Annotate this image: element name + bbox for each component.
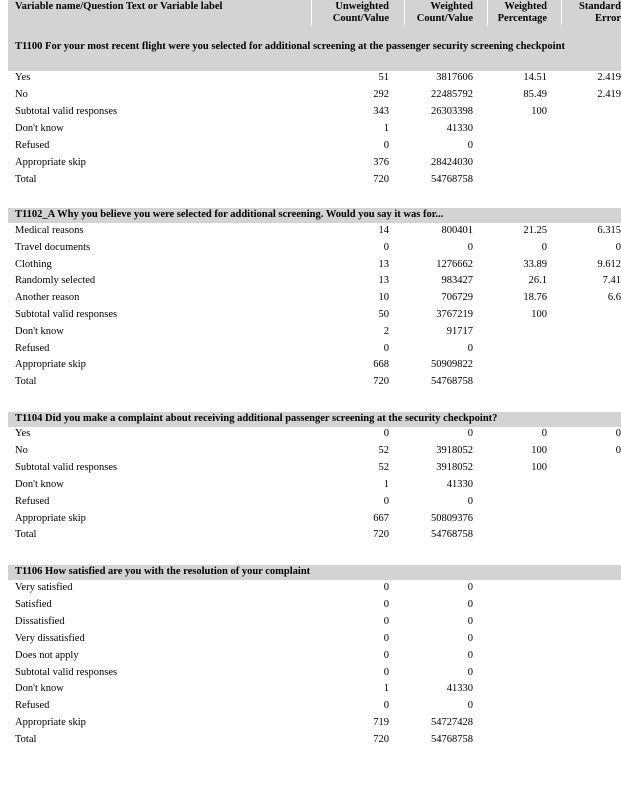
standard-error: 9.612 [597, 258, 621, 270]
row-label: Subtotal valid responses [15, 461, 118, 473]
question-band [8, 412, 621, 427]
weighted-count: 3767219 [436, 309, 473, 320]
weighted-percentage: 100 [531, 461, 547, 473]
weighted-count: 0 [467, 342, 473, 354]
row-label: Subtotal valid responses [15, 106, 118, 117]
table-row [8, 581, 621, 595]
unweighted-count: 2 [383, 325, 389, 337]
weighted-percentage: 0 [541, 428, 547, 439]
weighted-count: 3918052 [436, 444, 473, 456]
weighted-count: 41330 [446, 683, 473, 695]
table-row [8, 241, 621, 255]
weighted-count: 0 [467, 615, 473, 627]
header-unweighted-2: Count/Value [332, 13, 389, 24]
row-label: Total [15, 529, 37, 541]
table-row [8, 139, 621, 153]
weighted-count: 800401 [441, 225, 473, 236]
weighted-percentage: 100 [531, 309, 547, 320]
table-row [8, 325, 621, 339]
table-row [8, 666, 621, 680]
unweighted-count: 1 [383, 123, 389, 134]
table-row [8, 258, 621, 272]
weighted-count: 983427 [441, 275, 473, 287]
row-label: Don't know [15, 683, 64, 695]
header-divider [311, 0, 312, 26]
row-label: No [15, 89, 28, 100]
unweighted-count: 292 [373, 89, 389, 100]
row-label: Yes [15, 428, 31, 439]
weighted-percentage: 18.76 [523, 292, 547, 304]
row-label: Total [15, 376, 37, 388]
unweighted-count: 0 [383, 140, 389, 151]
unweighted-count: 0 [383, 428, 389, 439]
table-row [8, 495, 621, 509]
weighted-count: 54768758 [431, 529, 473, 541]
row-label: Subtotal valid responses [15, 666, 118, 678]
weighted-count: 50809376 [431, 512, 473, 524]
row-label: Refused [15, 140, 50, 151]
table-row [8, 444, 621, 458]
table-row [8, 88, 621, 102]
header-weighted-pct-1: Weighted [504, 1, 547, 12]
weighted-count: 0 [467, 140, 473, 151]
unweighted-count: 13 [378, 258, 389, 270]
row-label: Appropriate skip [15, 512, 86, 524]
weighted-percentage: 85.49 [523, 89, 547, 100]
question-band [8, 208, 621, 223]
unweighted-count: 343 [373, 106, 389, 117]
table-row [8, 512, 621, 526]
table-row [8, 291, 621, 305]
weighted-count: 54768758 [431, 174, 473, 185]
question-text: T1106 How satisfied are you with the resolution of your complaint [15, 566, 311, 577]
header-weighted-count-2: Count/Value [416, 13, 473, 24]
question-band [8, 565, 621, 580]
weighted-count: 0 [467, 241, 473, 253]
question-text: T1104 Did you make a complaint about receiving additional passenger screening at the security checkpoint? [15, 413, 498, 424]
unweighted-count: 0 [383, 582, 389, 593]
row-label: Another reason [15, 292, 80, 304]
weighted-count: 54727428 [431, 717, 473, 729]
row-label: Does not apply [15, 649, 79, 661]
weighted-count: 91717 [446, 325, 473, 337]
weighted-count: 26303398 [431, 106, 473, 117]
unweighted-count: 0 [383, 495, 389, 507]
unweighted-count: 720 [373, 529, 389, 541]
table-row [8, 308, 621, 322]
weighted-count: 0 [467, 495, 473, 507]
table-row [8, 427, 621, 441]
row-label: Very satisfied [15, 582, 73, 593]
table-row [8, 632, 621, 646]
unweighted-count: 52 [378, 461, 389, 473]
weighted-count: 54768758 [431, 734, 473, 746]
row-label: Randomly selected [15, 275, 96, 287]
weighted-count: 41330 [446, 123, 473, 134]
header-weighted-count-1: Weighted [430, 1, 473, 12]
header-divider [404, 0, 405, 26]
unweighted-count: 1 [383, 478, 389, 490]
header-divider [561, 0, 562, 26]
weighted-count: 0 [467, 632, 473, 644]
row-label: Appropriate skip [15, 717, 86, 729]
table-row [8, 615, 621, 629]
question-text: T1100 For your most recent flight were you selected for additional screening at the passenger security screening checkpoint [15, 41, 565, 52]
table-row [8, 156, 621, 170]
header-std-error-1: Standard [578, 1, 621, 12]
unweighted-count: 376 [373, 157, 389, 168]
row-label: Clothing [15, 258, 52, 270]
unweighted-count: 0 [383, 598, 389, 610]
unweighted-count: 720 [373, 734, 389, 746]
row-label: No [15, 444, 28, 456]
weighted-count: 706729 [441, 292, 473, 304]
unweighted-count: 0 [383, 241, 389, 253]
table-row [8, 716, 621, 730]
table-row [8, 375, 621, 389]
table-row [8, 71, 621, 85]
unweighted-count: 52 [378, 444, 389, 456]
unweighted-count: 668 [373, 359, 389, 371]
header-unweighted-1: Unweighted [335, 1, 389, 12]
table-row [8, 649, 621, 663]
table-header [8, 0, 621, 26]
table-row [8, 478, 621, 492]
weighted-count: 0 [467, 598, 473, 610]
table-row [8, 733, 621, 747]
standard-error: 6.315 [597, 225, 621, 236]
row-label: Dissatisfied [15, 615, 65, 627]
standard-error: 2.419 [597, 72, 621, 83]
table-row [8, 122, 621, 136]
weighted-percentage: 14.51 [523, 72, 547, 83]
weighted-count: 22485792 [431, 89, 473, 100]
weighted-count: 0 [467, 582, 473, 593]
weighted-count: 28424030 [431, 157, 473, 168]
weighted-count: 3918052 [436, 461, 473, 473]
unweighted-count: 1 [383, 683, 389, 695]
unweighted-count: 0 [383, 342, 389, 354]
table-row [8, 342, 621, 356]
standard-error: 0 [615, 428, 621, 439]
unweighted-count: 719 [373, 717, 389, 729]
header-divider [487, 0, 488, 26]
row-label: Don't know [15, 478, 64, 490]
table-row [8, 682, 621, 696]
unweighted-count: 51 [378, 72, 389, 83]
standard-error: 0 [615, 444, 621, 456]
unweighted-count: 0 [383, 700, 389, 712]
row-label: Very dissatisfied [15, 632, 85, 644]
table-row [8, 699, 621, 713]
table-row [8, 105, 621, 119]
standard-error: 7.41 [602, 275, 621, 287]
row-label: Don't know [15, 123, 64, 134]
standard-error: 2.419 [597, 89, 621, 100]
row-label: Refused [15, 342, 50, 354]
unweighted-count: 667 [373, 512, 389, 524]
table-row [8, 173, 621, 187]
weighted-count: 1276662 [436, 258, 473, 270]
weighted-count: 0 [467, 428, 473, 439]
weighted-percentage: 100 [531, 444, 547, 456]
question-band [8, 26, 621, 71]
weighted-percentage: 21.25 [523, 225, 547, 236]
weighted-count: 3817606 [436, 72, 473, 83]
table-row [8, 274, 621, 288]
weighted-count: 50909822 [431, 359, 473, 371]
weighted-count: 0 [467, 666, 473, 678]
standard-error: 0 [615, 241, 621, 253]
weighted-count: 41330 [446, 478, 473, 490]
row-label: Don't know [15, 325, 64, 337]
unweighted-count: 13 [378, 275, 389, 287]
row-label: Satisfied [15, 598, 52, 610]
unweighted-count: 0 [383, 632, 389, 644]
row-label: Total [15, 734, 37, 746]
row-label: Yes [15, 72, 31, 83]
weighted-count: 0 [467, 649, 473, 661]
row-label: Refused [15, 700, 50, 712]
row-label: Appropriate skip [15, 157, 86, 168]
weighted-count: 0 [467, 700, 473, 712]
unweighted-count: 720 [373, 174, 389, 185]
unweighted-count: 720 [373, 376, 389, 388]
header-variable-label: Variable name/Question Text or Variable label [15, 1, 223, 12]
weighted-percentage: 0 [541, 241, 547, 253]
weighted-percentage: 26.1 [528, 275, 547, 287]
unweighted-count: 10 [378, 292, 389, 304]
weighted-percentage: 33.89 [523, 258, 547, 270]
row-label: Refused [15, 495, 50, 507]
question-text: T1102_A Why you believe you were selected for additional screening. Would you say it was for... [15, 209, 444, 220]
row-label: Subtotal valid responses [15, 309, 118, 320]
unweighted-count: 0 [383, 666, 389, 678]
table-row [8, 358, 621, 372]
header-weighted-pct-2: Percentage [497, 13, 547, 24]
weighted-percentage: 100 [531, 106, 547, 117]
unweighted-count: 0 [383, 615, 389, 627]
weighted-count: 54768758 [431, 376, 473, 388]
row-label: Total [15, 174, 37, 185]
unweighted-count: 50 [378, 309, 389, 320]
table-row [8, 598, 621, 612]
table-row [8, 461, 621, 475]
unweighted-count: 0 [383, 649, 389, 661]
standard-error: 6.6 [607, 292, 621, 304]
row-label: Medical reasons [15, 225, 84, 236]
row-label: Appropriate skip [15, 359, 86, 371]
table-row [8, 528, 621, 542]
table-row [8, 224, 621, 238]
row-label: Travel documents [15, 241, 91, 253]
unweighted-count: 14 [378, 225, 389, 236]
header-std-error-2: Error [594, 13, 621, 24]
